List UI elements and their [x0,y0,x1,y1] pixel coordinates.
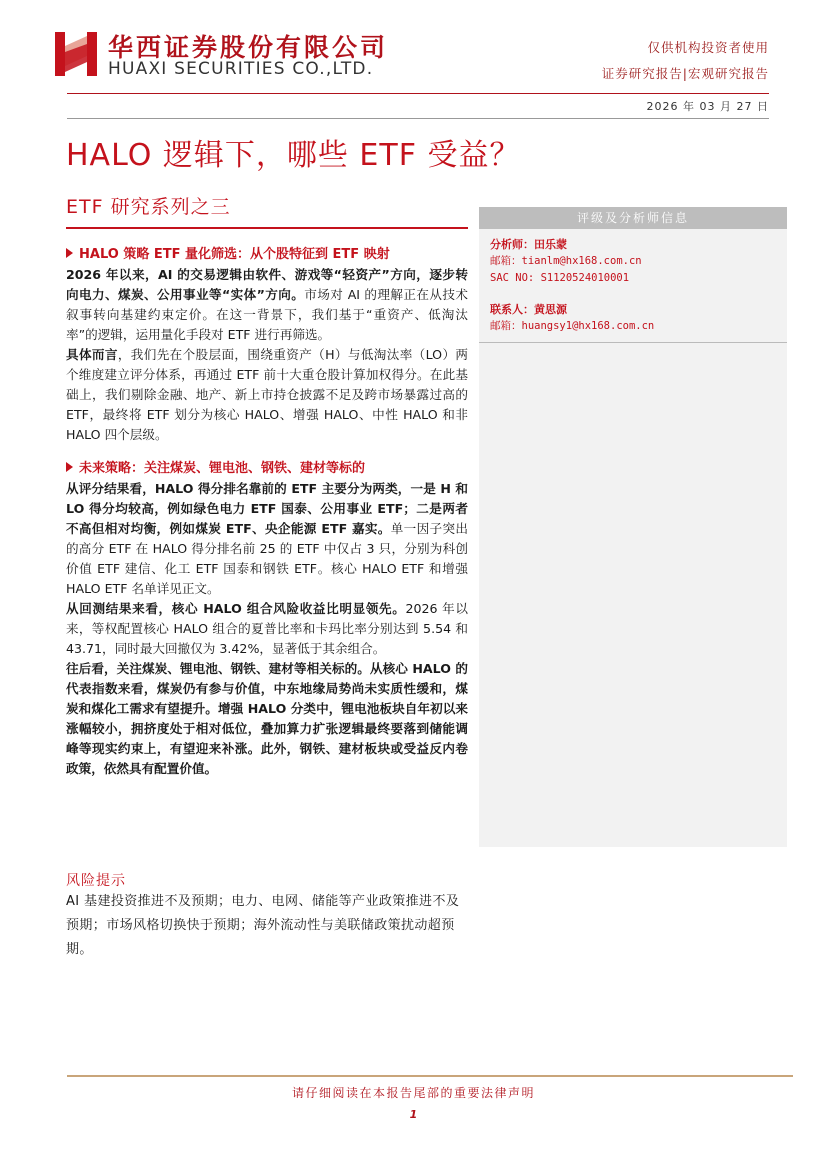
company-name-en: HUAXI SECURITIES CO.,LTD. [108,59,374,79]
report-type: 证券研究报告|宏观研究报告 [601,66,769,81]
sidebar-heading: 评级及分析师信息 [479,207,787,229]
triangle-bullet-icon [66,248,73,258]
report-date: 2026 年 03 月 27 日 [646,100,769,113]
sidebar-divider [479,342,787,343]
analyst-sac: SAC NO: S1120524010001 [490,272,630,284]
report-subtitle: ETF 研究系列之三 [66,196,231,218]
footer-divider [67,1075,793,1077]
header-divider [67,93,769,94]
company-name-cn: 华西证券股份有限公司 [108,33,389,62]
paragraph: 从评分结果看，HALO 得分排名靠前的 ETF 主要分为两类，一是 H 和 LO 得分均较高，例如绿色电力 ETF 国泰、公用事业 ETF；二是两者不高但相对均衡，例如煤炭 ETF、央企能源 ETF 嘉实。单一因子突出的高分 ETF 在 HALO 得分排名前 25 的 ETF 中仅占 3 只，分别为科创价值 ETF 建信、化工 ETF 国泰和钢铁 ETF。核心 HALO ETF 和增强 HALO ETF 名单详见正文。 [66,481,469,596]
page-number: 1 [409,1108,418,1121]
risk-body: AI 基建投资推进不及预期；电力、电网、储能等产业政策推进不及预期；市场风格切换快于预期；海外流动性与美联储政策扰动超预期。 [66,894,460,957]
footer-disclaimer: 请仔细阅读在本报告尾部的重要法律声明 [291,1086,535,1100]
audience-note: 仅供机构投资者使用 [647,40,769,55]
section-heading-1: HALO 策略 ETF 量化筛选：从个股特征到 ETF 映射 [66,245,468,265]
triangle-bullet-icon [66,462,73,472]
report-title: HALO 逻辑下，哪些 ETF 受益？ [66,138,521,173]
analyst-name: 分析师：田乐蒙 [490,238,567,251]
sidebar-content [490,236,780,335]
contact-name: 联系人：黄思源 [490,303,567,316]
huaxi-logo-icon [55,32,97,76]
paragraph: 往后看，关注煤炭、锂电池、钢铁、建材等相关标的。从核心 HALO 的代表指数来看，煤炭仍有参与价值，中东地缘局势尚未实质性缓和，煤炭和煤化工需求有望提升。增强 HALO 分类中，锂电池板块自年初以来涨幅较小，拥挤度处于相对低位，叠加算力扩张逻辑最终要落到储能调峰等现实约束上，有望迎来补涨。此外，钢铁、建材板块或受益反内卷政策，依然具有配置价值。 [66,661,468,776]
paragraph: 具体而言，我们先在个股层面，围绕重资产（H）与低淘汰率（LO）两个维度建立评分体系，再通过 ETF 前十大重仓股计算加权得分。在此基础上，我们剔除金融、地产、新上市持仓披露不足及跨市场暴露过高的 ETF，最终将 ETF 划分为核心 HALO、增强 HALO、中性 HALO 和非 HALO 四个层级。 [66,347,469,442]
contact-email[interactable]: 邮箱：huangsy1@hx168.com.cn [490,320,655,332]
main-column [66,245,468,779]
analyst-email[interactable]: 邮箱：tianlm@hx168.com.cn [490,255,642,267]
paragraph: 2026 年以来，AI 的交易逻辑由软件、游戏等“轻资产”方向，逐步转向电力、煤炭、公用事业等“实体”方向。市场对 AI 的理解正在从技术叙事转向基建约束定价。在这一背景下，我们基于“重资产、低淘汰率”的逻辑，运用量化手段对 ETF 进行再筛选。 [66,267,468,342]
section-heading-2: 未来策略：关注煤炭、锂电池、钢铁、建材等标的 [66,459,468,479]
risk-heading: 风险提示 [66,873,126,889]
date-divider [67,118,769,119]
subtitle-underline [66,227,468,229]
paragraph: 从回测结果来看，核心 HALO 组合风险收益比明显领先。2026 年以来，等权配置核心 HALO 组合的夏普比率和卡玛比率分别达到 5.54 和 43.71，同时最大回撤仅为 3.42%，显著低于其余组合。 [66,601,468,656]
